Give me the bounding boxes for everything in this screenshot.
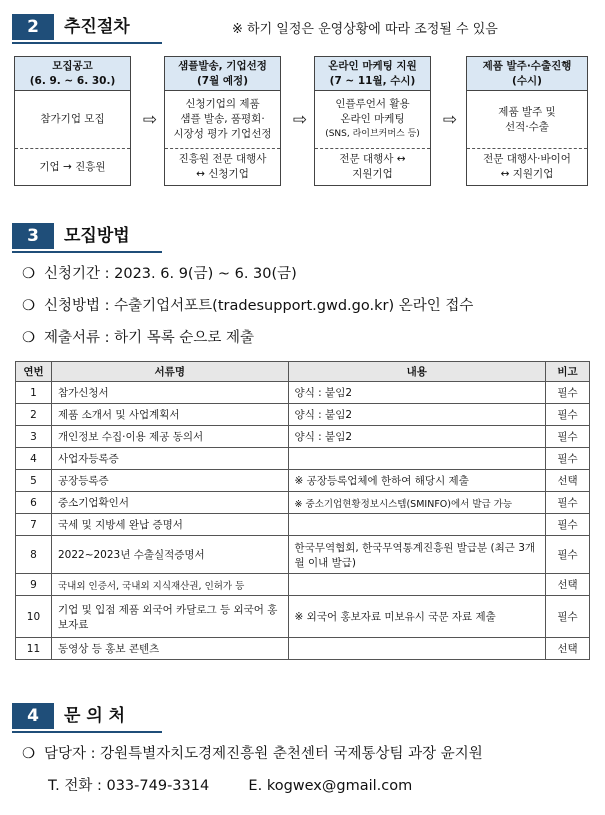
email-label: E. — [248, 778, 263, 794]
cell-remark: 필수 — [546, 514, 590, 536]
cell-no: 1 — [16, 382, 52, 404]
step-desc-line: 선적·수출 — [505, 120, 549, 133]
recruit-text: 신청방법 : 수출기업서포트(tradesupport.gwd.go.kr) 온라인 접수 — [44, 298, 474, 314]
step-actor-line: 전문 대행사·바이어 — [483, 153, 571, 165]
cell-doc-name: 국세 및 지방세 완납 증명서 — [51, 514, 288, 536]
arrow-right-icon: ⇨ — [442, 110, 458, 130]
step-actor-line: 전문 대행사 ↔ — [339, 153, 406, 165]
step-desc-line: 온라인 마케팅 — [340, 113, 405, 125]
cell-content: 한국무역협회, 한국무역통계진흥원 발급분 (최근 3개월 이내 발급) — [288, 536, 545, 574]
section-title: 모집방법 — [64, 226, 130, 246]
step-title: 제품 발주·수출진행 — [482, 60, 572, 72]
step-actor-line: 진흥원 전문 대행사 — [178, 153, 267, 165]
recruit-text: 제출서류 : 하기 목록 순으로 제출 — [44, 330, 255, 346]
cell-remark: 필수 — [546, 404, 590, 426]
documents-table — [15, 361, 590, 660]
step-actor-line: ↔ 신청기업 — [196, 168, 249, 180]
table-row — [16, 470, 590, 492]
cell-no: 10 — [16, 596, 52, 638]
step-period: (7 ~ 11월, 수시) — [329, 75, 416, 87]
contact-person-text: 담당자 : 강원특별자치도경제진흥원 춘천센터 국제통상팀 과장 윤지원 — [44, 746, 483, 762]
table-row — [16, 536, 590, 574]
table-row — [16, 426, 590, 448]
contact-info — [48, 774, 412, 795]
step-title: 모집공고 — [52, 60, 93, 72]
cell-doc-name: 사업자등록증 — [51, 448, 288, 470]
cell-content — [288, 638, 545, 660]
process-step-head — [165, 57, 280, 91]
circle-bullet-icon: ❍ — [22, 330, 35, 346]
recruit-text: 신청기간 : 2023. 6. 9(금) ~ 6. 30(금) — [44, 266, 297, 282]
step-period: (수시) — [512, 75, 542, 87]
process-step-4 — [466, 56, 588, 186]
cell-doc-name: 중소기업확인서 — [51, 492, 288, 514]
cell-remark: 필수 — [546, 426, 590, 448]
step-description — [15, 91, 130, 149]
recruit-documents — [22, 326, 254, 347]
cell-no: 8 — [16, 536, 52, 574]
cell-doc-name: 2022~2023년 수출실적증명서 — [51, 536, 288, 574]
table-row — [16, 596, 590, 638]
cell-content: 양식 : 붙임2 — [288, 426, 545, 448]
section-title: 문 의 처 — [64, 706, 126, 726]
recruit-period — [22, 262, 297, 283]
cell-doc-name: 동영상 등 홍보 콘텐츠 — [51, 638, 288, 660]
table-row — [16, 404, 590, 426]
step-desc-line: 신청기업의 제품 — [185, 98, 260, 110]
cell-content: ※ 외국어 홍보자료 미보유시 국문 자료 제출 — [288, 596, 545, 638]
cell-no: 7 — [16, 514, 52, 536]
email-address[interactable]: kogwex@gmail.com — [266, 778, 413, 794]
cell-content — [288, 574, 545, 596]
section-underline — [12, 42, 162, 44]
circle-bullet-icon: ❍ — [22, 266, 35, 282]
step-title: 온라인 마케팅 지원 — [328, 60, 417, 72]
section-title: 추진절차 — [64, 17, 130, 37]
process-step-1 — [14, 56, 131, 186]
cell-no: 5 — [16, 470, 52, 492]
cell-remark: 필수 — [546, 382, 590, 404]
cell-content: ※ 중소기업현황정보시스템(SMINFO)에서 발급 가능 — [288, 492, 545, 514]
circle-bullet-icon: ❍ — [22, 746, 35, 762]
table-row — [16, 638, 590, 660]
cell-no: 9 — [16, 574, 52, 596]
cell-content — [288, 448, 545, 470]
step-period: (7월 예정) — [197, 75, 248, 87]
step-desc-line: 제품 발주 및 — [498, 105, 556, 118]
cell-doc-name: 참가신청서 — [51, 382, 288, 404]
arrow-right-icon: ⇨ — [292, 110, 308, 130]
step-title: 샘플발송, 기업선정 — [178, 60, 267, 72]
cell-doc-name: 기업 및 입점 제품 외국어 카달로그 등 외국어 홍보자료 — [51, 596, 288, 638]
column-header: 내용 — [288, 362, 545, 382]
cell-doc-name: 개인정보 수집·이용 제공 동의서 — [51, 426, 288, 448]
table-row — [16, 492, 590, 514]
process-step-head — [467, 57, 587, 91]
cell-no: 4 — [16, 448, 52, 470]
cell-remark: 필수 — [546, 536, 590, 574]
contact-person — [22, 742, 483, 763]
cell-remark: 선택 — [546, 574, 590, 596]
step-actor-line: 지원기업 — [352, 168, 393, 180]
tel-label: T. 전화 : — [48, 778, 102, 794]
column-header: 연번 — [16, 362, 52, 382]
process-step-head — [315, 57, 430, 91]
table-header-row — [16, 362, 590, 382]
section-underline — [12, 251, 162, 253]
circle-bullet-icon: ❍ — [22, 298, 35, 314]
step-description — [467, 91, 587, 149]
cell-remark: 필수 — [546, 448, 590, 470]
section-underline — [12, 731, 162, 733]
step-desc-line: 인플루언서 활용 — [335, 98, 410, 110]
cell-remark: 선택 — [546, 638, 590, 660]
cell-remark: 필수 — [546, 596, 590, 638]
step-desc-line: (SNS, 라이브커머스 등) — [325, 129, 420, 139]
cell-remark: 선택 — [546, 470, 590, 492]
step-actors — [165, 149, 280, 185]
process-step-3 — [314, 56, 431, 186]
recruit-method — [22, 294, 473, 315]
tel-number: 033-749-3314 — [106, 778, 210, 794]
column-header: 서류명 — [51, 362, 288, 382]
arrow-right-icon: ⇨ — [142, 110, 158, 130]
step-actor-line: ↔ 지원기업 — [500, 168, 554, 180]
section-4-header — [12, 703, 162, 729]
cell-no: 6 — [16, 492, 52, 514]
step-description — [315, 91, 430, 149]
section-number: 2 — [12, 14, 54, 40]
table-row — [16, 574, 590, 596]
step-desc-line: 시장성 평가 기업선정 — [173, 128, 272, 140]
cell-content: ※ 공장등록업체에 한하여 해당시 제출 — [288, 470, 545, 492]
column-header: 비고 — [546, 362, 590, 382]
cell-doc-name: 제품 소개서 및 사업계획서 — [51, 404, 288, 426]
step-description — [165, 91, 280, 149]
section-2-header — [12, 14, 162, 40]
step-actor-line: 기업 → 진흥원 — [39, 160, 106, 173]
section-number: 3 — [12, 223, 54, 249]
process-step-head — [15, 57, 130, 91]
cell-no: 11 — [16, 638, 52, 660]
cell-no: 2 — [16, 404, 52, 426]
cell-content: 양식 : 붙임2 — [288, 404, 545, 426]
section-number: 4 — [12, 703, 54, 729]
table-row — [16, 382, 590, 404]
table-row — [16, 514, 590, 536]
cell-content: 양식 : 붙임2 — [288, 382, 545, 404]
section-3-header — [12, 223, 162, 249]
schedule-note: ※ 하기 일정은 운영상황에 따라 조정될 수 있음 — [232, 22, 498, 37]
step-actors — [315, 149, 430, 185]
step-actors — [467, 149, 587, 185]
step-desc-line: 샘플 발송, 품평회· — [180, 113, 265, 125]
table-row — [16, 448, 590, 470]
step-actors — [15, 149, 130, 185]
cell-doc-name: 국내외 인증서, 국내외 지식재산권, 인허가 등 — [51, 574, 288, 596]
cell-no: 3 — [16, 426, 52, 448]
cell-doc-name: 공장등록증 — [51, 470, 288, 492]
cell-remark: 필수 — [546, 492, 590, 514]
process-step-2 — [164, 56, 281, 186]
step-period: (6. 9. ~ 6. 30.) — [29, 75, 116, 87]
step-desc-line: 참가기업 모집 — [40, 113, 105, 125]
cell-content — [288, 514, 545, 536]
